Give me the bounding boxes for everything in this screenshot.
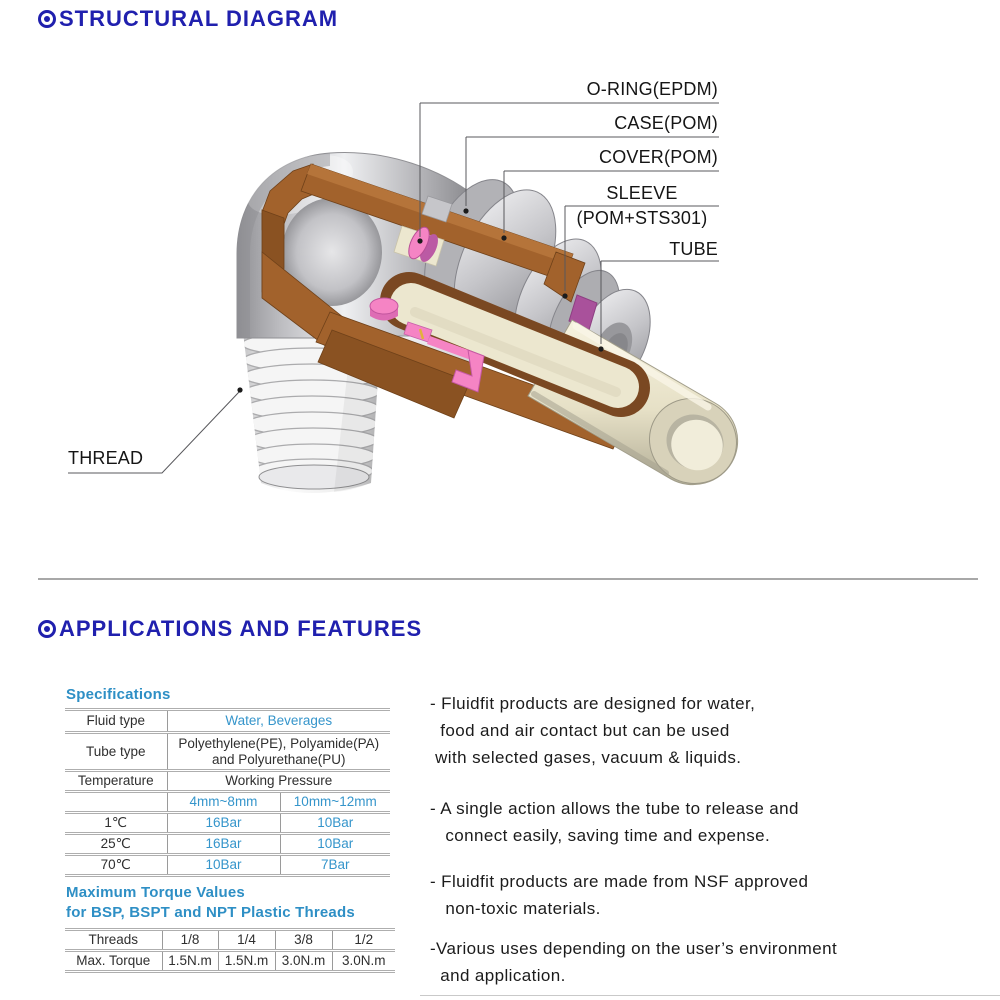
table-row bbox=[65, 733, 390, 771]
specifications-table bbox=[65, 708, 390, 877]
temp-25: 25℃ bbox=[65, 834, 167, 855]
label-case: CASE(POM) bbox=[614, 113, 718, 133]
table-row: 1℃ 16Bar 10Bar bbox=[65, 813, 390, 834]
table-row: Threads 1/8 1/4 3/8 1/2 bbox=[65, 930, 395, 951]
torque-table bbox=[65, 928, 395, 973]
structural-diagram-title: STRUCTURAL DIAGRAM bbox=[59, 6, 339, 31]
feature-item: - A single action allows the tube to release and connect easily, saving time and expense. bbox=[430, 799, 799, 845]
feature-item: -Various uses depending on the user’s environment and application. bbox=[430, 939, 838, 985]
applications-title: APPLICATIONS AND FEATURES bbox=[59, 616, 423, 641]
label-cover: COVER(POM) bbox=[599, 147, 718, 167]
threads-label: Threads bbox=[65, 930, 162, 951]
size-col-1: 4mm~8mm bbox=[167, 792, 280, 813]
max-torque-label: Max. Torque bbox=[65, 951, 162, 972]
fluid-type-value: Water, Beverages bbox=[167, 710, 390, 733]
label-tube: TUBE bbox=[669, 239, 718, 259]
table-row bbox=[65, 771, 390, 792]
torque-title-line2: for BSP, BSPT and NPT Plastic Threads bbox=[66, 904, 355, 921]
feature-item: - Fluidfit products are designed for water, food and air contact but can be used with selected gases, vacuum & liquids. bbox=[430, 694, 756, 767]
temp-70: 70℃ bbox=[65, 855, 167, 876]
label-thread: THREAD bbox=[68, 448, 144, 468]
temp-1: 1℃ bbox=[65, 813, 167, 834]
table-row bbox=[65, 792, 390, 813]
label-sleeve-line1: SLEEVE bbox=[606, 183, 678, 203]
table-row: Max. Torque 1.5N.m 1.5N.m 3.0N.m 3.0N.m bbox=[65, 951, 395, 972]
torque-title-line1: Maximum Torque Values bbox=[66, 884, 245, 901]
specifications-title: Specifications bbox=[66, 686, 171, 703]
section-divider bbox=[38, 578, 978, 580]
tube-type-value: Polyethylene(PE), Polyamide(PA) and Polyurethane(PU) bbox=[167, 733, 390, 771]
feature-item: - Fluidfit products are made from NSF approved non-toxic materials. bbox=[430, 872, 809, 918]
table-row bbox=[65, 710, 390, 733]
working-pressure-label: Working Pressure bbox=[167, 771, 390, 792]
size-col-2: 10mm~12mm bbox=[280, 792, 390, 813]
label-sleeve-line2: (POM+STS301) bbox=[576, 208, 708, 228]
tube-type-label: Tube type bbox=[65, 733, 167, 771]
fluid-type-label: Fluid type bbox=[65, 710, 167, 733]
label-oring: O-RING(EPDM) bbox=[586, 79, 718, 99]
table-row: 25℃ 16Bar 10Bar bbox=[65, 834, 390, 855]
table-row: 70℃ 10Bar 7Bar bbox=[65, 855, 390, 876]
temperature-label: Temperature bbox=[65, 771, 167, 792]
applications-heading bbox=[38, 616, 422, 642]
page-bottom-rule bbox=[420, 995, 1000, 996]
circled-dot-icon bbox=[38, 620, 56, 638]
piston-top bbox=[370, 298, 398, 314]
